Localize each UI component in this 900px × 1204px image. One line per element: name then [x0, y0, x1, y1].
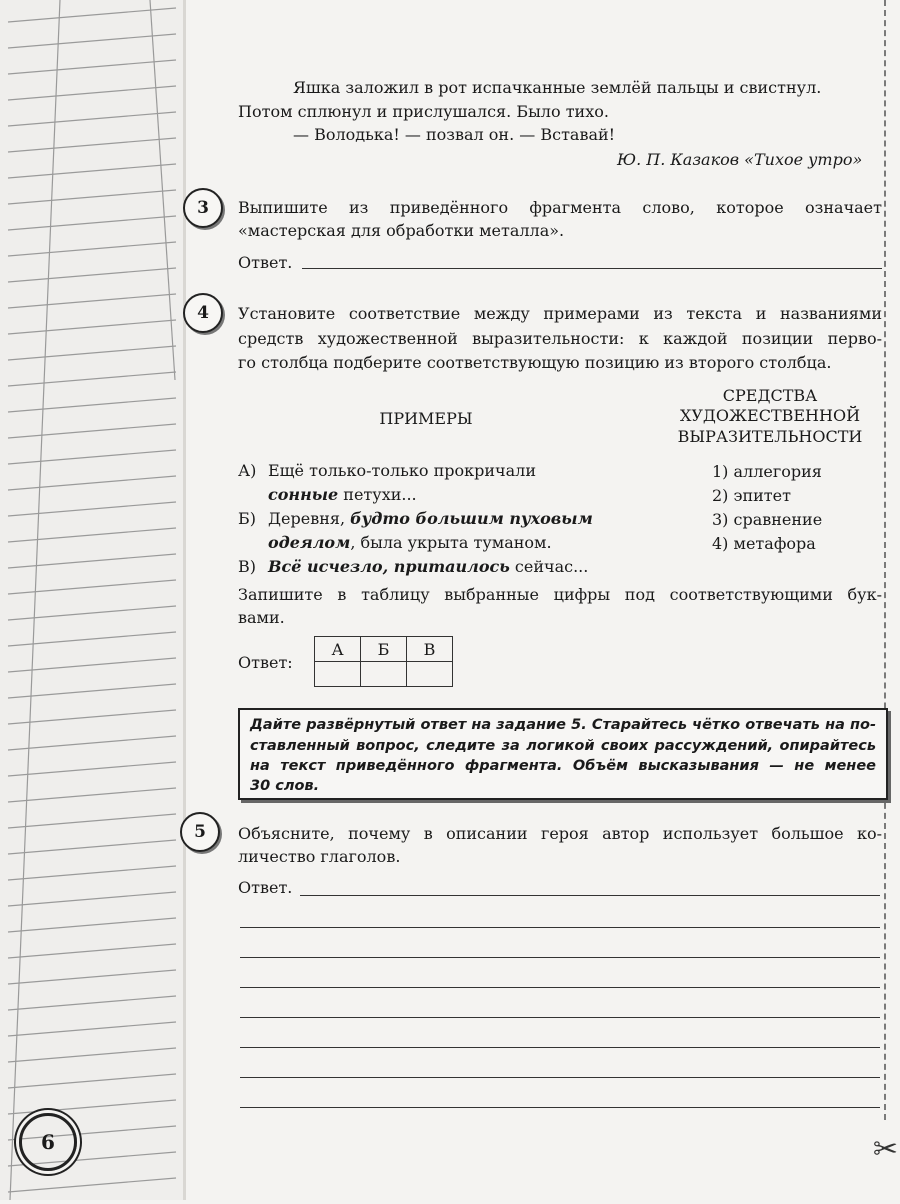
- means-item-3: 3) сравнение: [712, 510, 823, 529]
- scissors-icon: ✂: [872, 1132, 898, 1167]
- margin-line: [8, 944, 176, 958]
- margin-line: [8, 138, 176, 152]
- margin-line: [8, 580, 176, 594]
- margin-line: [8, 840, 176, 854]
- question-5-number: 5: [180, 812, 220, 852]
- question-3-line-1: Выпишите из приведённого фрагмента слово, которое означает: [238, 198, 882, 217]
- answer-table-header-a: А: [315, 637, 361, 662]
- margin-line: [8, 892, 176, 906]
- answer-line[interactable]: [240, 1077, 880, 1078]
- example-v-rest: сейчас...: [509, 557, 589, 576]
- instruction-box: [238, 708, 888, 800]
- example-b-letter: Б): [238, 509, 256, 528]
- answer-line[interactable]: [240, 987, 880, 988]
- page-number: 6: [19, 1113, 77, 1171]
- question-3-number: 3: [183, 188, 223, 228]
- margin-line: [8, 736, 176, 750]
- question-4-instruction-1: Запишите в таблицу выбранные цифры под соответствующими бук-: [238, 585, 882, 604]
- example-a-line-2: [268, 483, 417, 507]
- margin-line: [8, 1100, 176, 1114]
- passage-line-2: Потом сплюнул и прислушался. Было тихо.: [238, 102, 609, 121]
- example-a-line-1: Ещё только-только прокричали: [268, 461, 536, 480]
- instruction-line-1: Дайте развёрнутый ответ на задание 5. Старайтесь чётко отвечать на по-: [250, 717, 876, 733]
- margin-line: [8, 164, 176, 178]
- margin-line: [8, 502, 176, 516]
- margin-line: [8, 1048, 176, 1062]
- answer-cell-b[interactable]: [361, 662, 407, 687]
- question-4-line-2: средств художественной выразительности: к каждой позиции перво-: [238, 329, 882, 348]
- margin-line: [8, 450, 176, 464]
- question-4-answer-label: Ответ:: [238, 653, 293, 672]
- question-5-line-2: личество глаголов.: [238, 847, 401, 866]
- answer-line[interactable]: [240, 1017, 880, 1018]
- margin-diagonal: [10, 0, 60, 1200]
- margin-line: [8, 762, 176, 776]
- answer-table: [314, 636, 453, 687]
- means-header-3: ВЫРАЗИТЕЛЬНОСТИ: [677, 427, 863, 446]
- example-a-highlight: сонные: [268, 485, 339, 504]
- answer-table-header-v: В: [407, 637, 453, 662]
- passage-attribution: [617, 148, 862, 172]
- margin-line: [8, 1022, 176, 1036]
- means-item-2: 2) эпитет: [712, 486, 791, 505]
- instruction-line-4: 30 слов.: [250, 778, 320, 794]
- example-b-line-1: [268, 507, 593, 531]
- margin-line: [8, 554, 176, 568]
- margin-line: [8, 918, 176, 932]
- margin-line: [8, 866, 176, 880]
- answer-table-header-b: Б: [361, 637, 407, 662]
- question-4-line-3: го столбца подберите соответствующую позицию из второго столбца.: [238, 353, 832, 372]
- examples-header: ПРИМЕРЫ: [379, 409, 473, 428]
- margin-line: [8, 190, 176, 204]
- margin-line: [8, 658, 176, 672]
- margin-line: [8, 242, 176, 256]
- question-3-answer-line[interactable]: [302, 268, 882, 269]
- passage-line-1: Яшка заложил в рот испачканные землёй пальцы и свистнул.: [293, 78, 822, 97]
- left-margin-strip: [0, 0, 185, 1200]
- instruction-line-3: на текст приведённого фрагмента. Объём высказывания — не менее: [250, 758, 876, 774]
- example-a-rest: петухи...: [338, 485, 417, 504]
- means-item-4: 4) метафора: [712, 534, 816, 553]
- margin-line: [8, 34, 176, 48]
- margin-line: [8, 996, 176, 1010]
- margin-line: [8, 684, 176, 698]
- margin-line: [8, 216, 176, 230]
- answer-cell-a[interactable]: [315, 662, 361, 687]
- attribution-title: «Тихое утро»: [744, 150, 863, 169]
- margin-line: [8, 320, 176, 334]
- answer-cell-v[interactable]: [407, 662, 453, 687]
- margin-line: [8, 346, 176, 360]
- example-b-line-2: [268, 531, 552, 555]
- margin-line: [8, 86, 176, 100]
- margin-line: [8, 372, 176, 386]
- example-b-highlight-2: одеялом: [268, 533, 351, 552]
- margin-line: [8, 398, 176, 412]
- margin-line: [8, 1178, 176, 1192]
- question-3-answer-label: Ответ.: [238, 253, 293, 272]
- margin-line: [8, 60, 176, 74]
- example-b-plain: Деревня,: [268, 509, 351, 528]
- answer-table-header-row: [315, 637, 453, 662]
- example-a-letter: А): [238, 461, 257, 480]
- answer-table-input-row: [315, 662, 453, 687]
- passage-line-3: — Володька! — позвал он. — Вставай!: [293, 125, 616, 144]
- means-item-1: 1) аллегория: [712, 462, 822, 481]
- question-4-instruction-2: вами.: [238, 608, 285, 627]
- example-b-highlight-1: будто большим пуховым: [350, 509, 593, 528]
- answer-line[interactable]: [240, 957, 880, 958]
- example-v-line: [268, 555, 588, 579]
- question-5-line-1: Объясните, почему в описании героя автор использует большое ко-: [238, 824, 882, 843]
- cut-line: [884, 0, 886, 1120]
- example-b-rest: , была укрыта туманом.: [350, 533, 552, 552]
- means-header-2: ХУДОЖЕСТВЕННОЙ: [679, 406, 861, 425]
- attribution-author: Ю. П. Казаков: [617, 150, 745, 169]
- question-3-line-2: «мастерская для обработки металла».: [238, 221, 565, 240]
- answer-line[interactable]: [240, 1047, 880, 1048]
- question-4-number: 4: [183, 293, 223, 333]
- margin-line: [8, 814, 176, 828]
- example-v-letter: В): [238, 557, 256, 576]
- question-5-answer-label: Ответ.: [238, 878, 293, 897]
- margin-line: [8, 606, 176, 620]
- margin-line: [8, 970, 176, 984]
- instruction-line-2: ставленный вопрос, следите за логикой своих рассуждений, опирайтесь: [250, 738, 876, 754]
- margin-line: [8, 476, 176, 490]
- page-fold-edge: [183, 0, 186, 1200]
- answer-line[interactable]: [240, 1107, 880, 1108]
- margin-line: [8, 112, 176, 126]
- question-5-answer-line[interactable]: [300, 895, 880, 896]
- means-header-1: СРЕДСТВА: [722, 386, 818, 405]
- margin-lines-decoration: [0, 0, 185, 1200]
- question-4-line-1: Установите соответствие между примерами из текста и названиями: [238, 304, 882, 323]
- margin-line: [8, 424, 176, 438]
- margin-line: [8, 1074, 176, 1088]
- margin-line: [8, 528, 176, 542]
- margin-line: [8, 268, 176, 282]
- answer-line[interactable]: [240, 927, 880, 928]
- example-v-highlight: Всё исчезло, притаилось: [268, 557, 510, 576]
- margin-line: [8, 294, 176, 308]
- margin-line: [8, 788, 176, 802]
- margin-line: [8, 710, 176, 724]
